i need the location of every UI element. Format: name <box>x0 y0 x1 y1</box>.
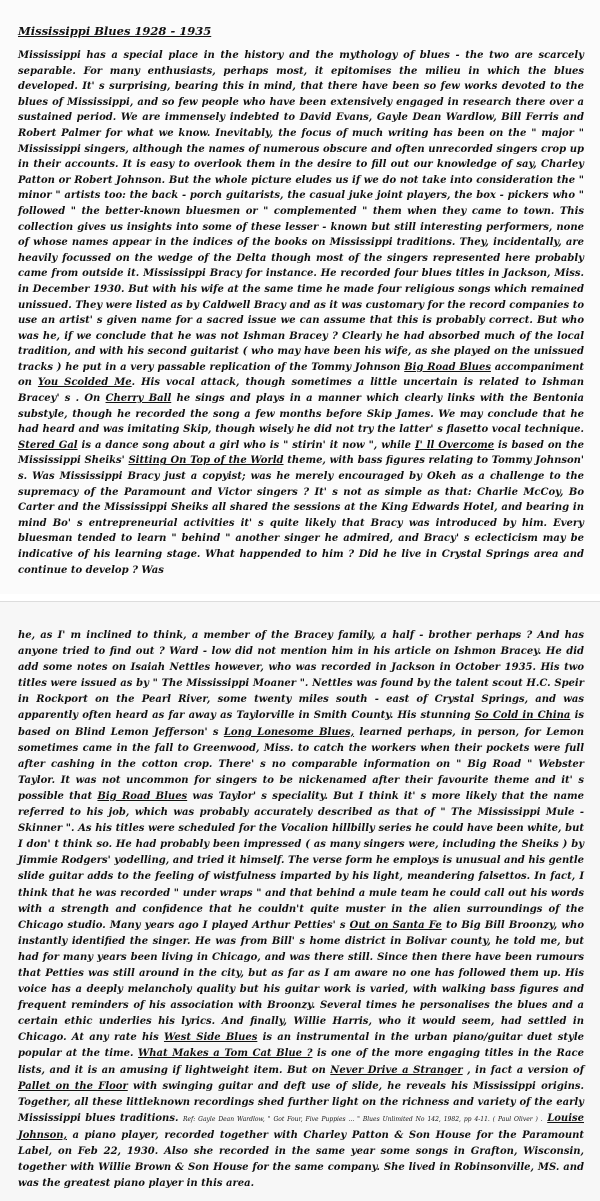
song-title: Sitting On Top of the World <box>128 455 284 467</box>
body-text-top <box>18 48 584 578</box>
text-run: with swinging guitar and deft use of slide, he reveals his Mississippi origins. Together, all these littleknown recordings shed further light on the richness and variety of the early Mississippi blues traditions. <box>18 1080 584 1124</box>
page-divider <box>0 594 600 601</box>
text-run: was Taylor' s speciality. But I think it' s more likely that the name referred to his job, which was probably accurately described as that of " The Mississippi Mule - Skinner ". As his titles were scheduled for the Vocalion hillbilly series he could have been white, but I don' t think so. He had probably been impressed ( as many singers were, including the Sheiks ) by Jimmie Rodgers' yodelling, and tried it himself. The verse form he employs is unusual and his gentle slide guitar adds to the feeling of wistfulness imparted by his light, meandering falsettos. In fact, I think that he was recorded " under wraps " and that behind a mule team he could call out his words with a strength and confidence that he couldn't quite muster in the alien surroundings of the Chicago studio. Many years ago I played Arthur Petties' s <box>18 790 584 931</box>
text-run: , in fact a version of <box>462 1064 584 1076</box>
reference-note: Ref: Gayle Dean Wardlow, " Got Four, Five Puppies ... " Blues Unlimited No 142, 1982, pp 4-11. ( Paul Oliver ) . <box>182 1115 543 1123</box>
song-title: West Side Blues <box>163 1032 258 1044</box>
song-title: Louise Johnson, <box>18 1112 584 1141</box>
body-text-bottom <box>18 628 584 1192</box>
liner-notes-page-bottom <box>0 601 600 1201</box>
song-title: Cherry Ball <box>105 393 172 405</box>
text-run: he, as I' m inclined to think, a member of the Bracey family, a half - brother perhaps ? And has anyone tried to find out ? Ward - low did not mention him in his article on Ishmon Bracey. He did add some notes on Isaiah Nettles however, who was recorded in Jackson in October 1935. His two titles were issued as by " The Mississippi Moaner ". Nettles was found by the talent scout H.C. Speir in Rockport on the Pearl River, some twenty miles south - east of Crystal Springs, and was apparently often heard as far away as Taylorville in Smith County. His stunning <box>18 630 584 722</box>
text-run: . His vocal attack, though sometimes a little uncertain is related to Ishman Bracey' s . On <box>18 377 585 405</box>
text-run: a piano player, recorded together with Charley Patton & Son House for the Paramount Label, on Feb 22, 1930. Also she recorded in the same year some songs in Grafton, Wisconsin, together with Willie Brown & Son House for the same company. She lived in Robinsonville, MS. and was the greatest piano player in this area. <box>18 1129 584 1190</box>
text-run: is based on Blind Lemon Jefferson' s <box>18 710 584 738</box>
song-title: Stered Gal <box>18 439 78 451</box>
liner-notes-page-top <box>0 0 600 594</box>
song-title: So Cold in China <box>474 710 571 722</box>
song-title: What Makes a Tom Cat Blue ? <box>138 1048 313 1060</box>
song-title: You Scolded Me <box>37 377 132 389</box>
text-run: is a dance song about a girl who is " stirin' it now ", while <box>77 439 415 451</box>
song-title: Out on Santa Fe <box>349 919 442 931</box>
page-title: Mississippi Blues 1928 - 1935 <box>18 24 212 38</box>
text-run: accompaniment on <box>18 361 585 389</box>
text-run: is based on the Mississippi Sheiks' <box>18 439 584 467</box>
song-title: Pallet on the Floor <box>18 1080 128 1092</box>
text-run: Mississippi has a special place in the history and the mythology of blues - the two are scarcely separable. For many enthusiasts, perhaps most, it epitomises the milieu in which the blues developed. It' s surprising, bearing this in mind, that there have been so few works devoted to the blues of Mississippi, and so few people who have been extensively engaged in research there over a sustained period. We are immensely indebted to David Evans, Gayle Dean Wardlow, Bill Ferris and Robert Palmer for what we know. Inevitably, the focus of much writing has been on the " major " Mississippi singers, although the names of numerous obscure and often unrecorded singers crop up in their accounts. It is easy to overlook them in the desire to fill out our knowledge of say, Charley Patton or Robert Johnson. But the whole picture eludes us if we do not take into consideration the " minor " artists too: the back - porch guitarists, the casual juke joint players, the box - pickers who " followed " the better-known bluesmen or " complemented " them when they came to town. This collection gives us insights into some of these lesser - known but still interesting performers, none of whose names appear in the indices of the books on Mississippi traditions. They, incidentally, are heavily focussed on the wedge of the Delta though most of the singers represented here probably came from outside it. Mississippi Bracy for instance. He recorded four blues titles in Jackson, Miss. in December 1930. But with his wife at the same time he made four religious songs which remained unissued. They were listed as by Caldwell Bracy and as it was customary for the record companies to use an artist' s given name for a sacred issue we can assume that this is probably correct. But who was he, if we conclude that he was not Ishman Bracey ? Clearly he had absorbed much of the local tradition, and with his second guitarist ( who may have been his wife, as she played on the unissued tracks ) he put in a very passable replication of the Tommy Johnson <box>18 50 584 373</box>
song-title: Big Road Blues <box>97 790 188 802</box>
text-run: is one of the more engaging titles in the Race lists, and it is an amusing if lightweight item. But on <box>18 1048 584 1076</box>
text-run: he sings and plays in a manner which clearly links with the Bentonia substyle, though he recorded the song a few months before Skip James. We may conclude that he had heard and was imitating Skip, though wisely he did not try the latter' s flasetto vocal technique. <box>18 393 584 436</box>
song-title: Long Lonesome Blues, <box>223 726 355 738</box>
text-run: learned perhaps, in person, for Lemon sometimes came in the fall to Greenwood, Miss. to catch the workers when their pockets were full after cashing in the cotton crop. There' s no comparable information on " Big Road " Webster Taylor. It was not uncommon for singers to be nickenamed after their favourite theme and it' s possible that <box>18 726 584 802</box>
song-title: Big Road Blues <box>404 361 491 373</box>
text-run: to Big Bill Broonzy, who instantly identified the singer. He was from Bill' s home district in Bolivar county, he told me, but had for many years been living in Chicago, and was there still. Since then there have been rumours that Petties was still around in the city, but as far as I am aware no one has followed them up. His voice has a deeply melancholy quality but his guitar work is varied, with walking bass figures and frequent reminders of his association with Broonzy. Several times he personalises the blues and a certain ethic underlies his lyrics. And finally, Willie Harris, who it would seem, had settled in Chicago. At any rate his <box>18 919 584 1044</box>
song-title: Never Drive a Stranger <box>330 1064 463 1076</box>
text-run: theme, with bass figures relating to Tommy Johnson' s. Was Mississippi Bracy just a copyist; was he merely encouraged by Okeh as a challenge to the supremacy of the Paramount and Victor singers ? It' s not as simple as that: Charlie McCoy, Bo Carter and the Mississippi Sheiks all shared the sessions at the King Edwards Hotel, and bearing in mind Bo' s entrepreneurial activities it' s quite likely that Bracy was introduced by him. Every bluesman tended to learn " behind " another singer he admired, and Bracy' s eclecticism may be indicative of his learning stage. What happended to him ? Did he live in Crystal Springs area and continue to develop ? Was <box>18 455 584 576</box>
text-run: is an instrumental in the urban piano/guitar duet style popular at the time. <box>18 1032 584 1060</box>
song-title: I' ll Overcome <box>415 439 495 451</box>
